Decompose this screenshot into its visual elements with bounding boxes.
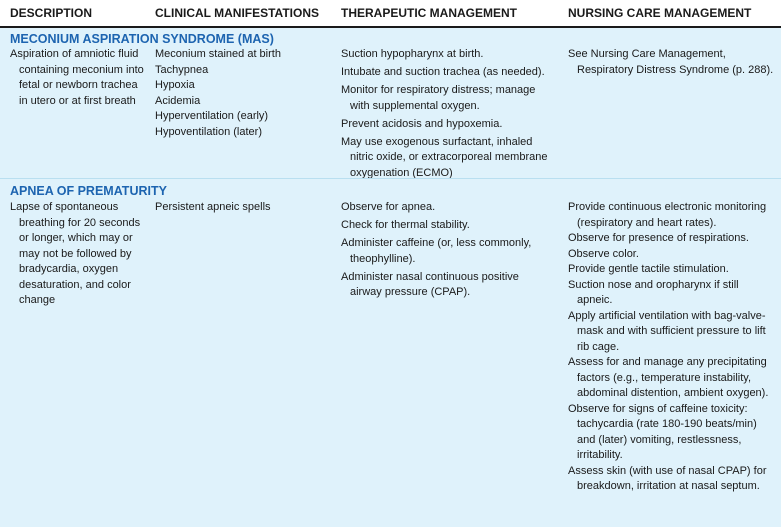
list-item: Administer caffeine (or, less commonly, theophylline). [341,237,532,265]
list-item: Administer nasal continuous positive airway pressure (CPAP). [341,270,519,298]
header-description: DESCRIPTION [10,6,93,20]
list-item: See Nursing Care Management, Respiratory Distress Syndrome (p. 288). [568,48,774,76]
description-text: Aspiration of amniotic fluid containing meconium into fetal or newborn trachea in utero or at first breath [10,48,144,107]
list-item: Suction nose and oropharynx if still apneic. [568,278,739,306]
table-header [0,0,781,26]
list-item: Prevent acidosis and hypoxemia. [341,117,503,130]
list-item: Hypoxia [155,79,195,91]
list-item: Monitor for respiratory distress; manage with supplemental oxygen. [341,84,536,112]
list-item: Hyperventilation (early) [155,110,269,122]
header-therapeutic-management: THERAPEUTIC MANAGEMENT [341,6,517,20]
header-divider [0,26,781,28]
mas-therapeutic-list [341,47,553,184]
list-item: May use exogenous surfactant, inhaled nitric oxide, or extracorporeal membrane oxygenation (ECMO) [341,135,548,179]
apnea-therapeutic-list [341,200,553,303]
section-title-mas: MECONIUM ASPIRATION SYNDROME (MAS) [10,32,274,46]
list-item: Provide gentle tactile stimulation. [568,263,729,275]
description-text: Lapse of spontaneous breathing for 20 seconds or longer, which may or may not be followed by bradycardia, oxygen desaturation, and color change [10,201,141,306]
list-item: Meconium stained at birth [155,48,281,60]
list-item: Tachypnea [155,63,209,76]
apnea-nursing-list [568,200,776,495]
row-divider [0,178,781,179]
list-item: Observe for presence of respirations. [568,232,749,244]
mas-description [10,47,148,109]
list-item: Assess for and manage any precipitating factors (e.g., temperature instability, abdominal distention, ambient oxygen). [568,356,769,399]
list-item: Apply artificial ventilation with bag-valve-mask and with sufficient pressure to lift rib cage. [568,309,766,353]
apnea-description [10,200,148,309]
apnea-clinical-list [155,200,333,216]
header-nursing-care-management: NURSING CARE MANAGEMENT [568,6,752,20]
list-item: Assess skin (with use of nasal CPAP) for breakdown, irritation at nasal septum. [568,464,767,492]
list-item: Provide continuous electronic monitoring (respiratory and heart rates). [568,201,767,229]
mas-nursing-list [568,47,776,81]
list-item: Suction hypopharynx at birth. [341,48,484,60]
list-item: Intubate and suction trachea (as needed). [341,66,545,78]
list-item: Check for thermal stability. [341,219,470,231]
list-item: Persistent apneic spells [155,201,271,213]
header-clinical-manifestations: CLINICAL MANIFESTATIONS [155,6,319,20]
list-item: Observe for signs of caffeine toxicity: tachycardia (rate 180-190 beats/min) and (later) vomiting, restlessness, irritability. [568,402,757,461]
section-title-apnea: APNEA OF PREMATURITY [10,184,167,198]
mas-clinical-list [155,47,333,140]
list-item: Observe color. [568,247,639,260]
list-item: Hypoventilation (later) [155,125,262,138]
list-item: Acidemia [155,94,201,107]
list-item: Observe for apnea. [341,201,436,213]
